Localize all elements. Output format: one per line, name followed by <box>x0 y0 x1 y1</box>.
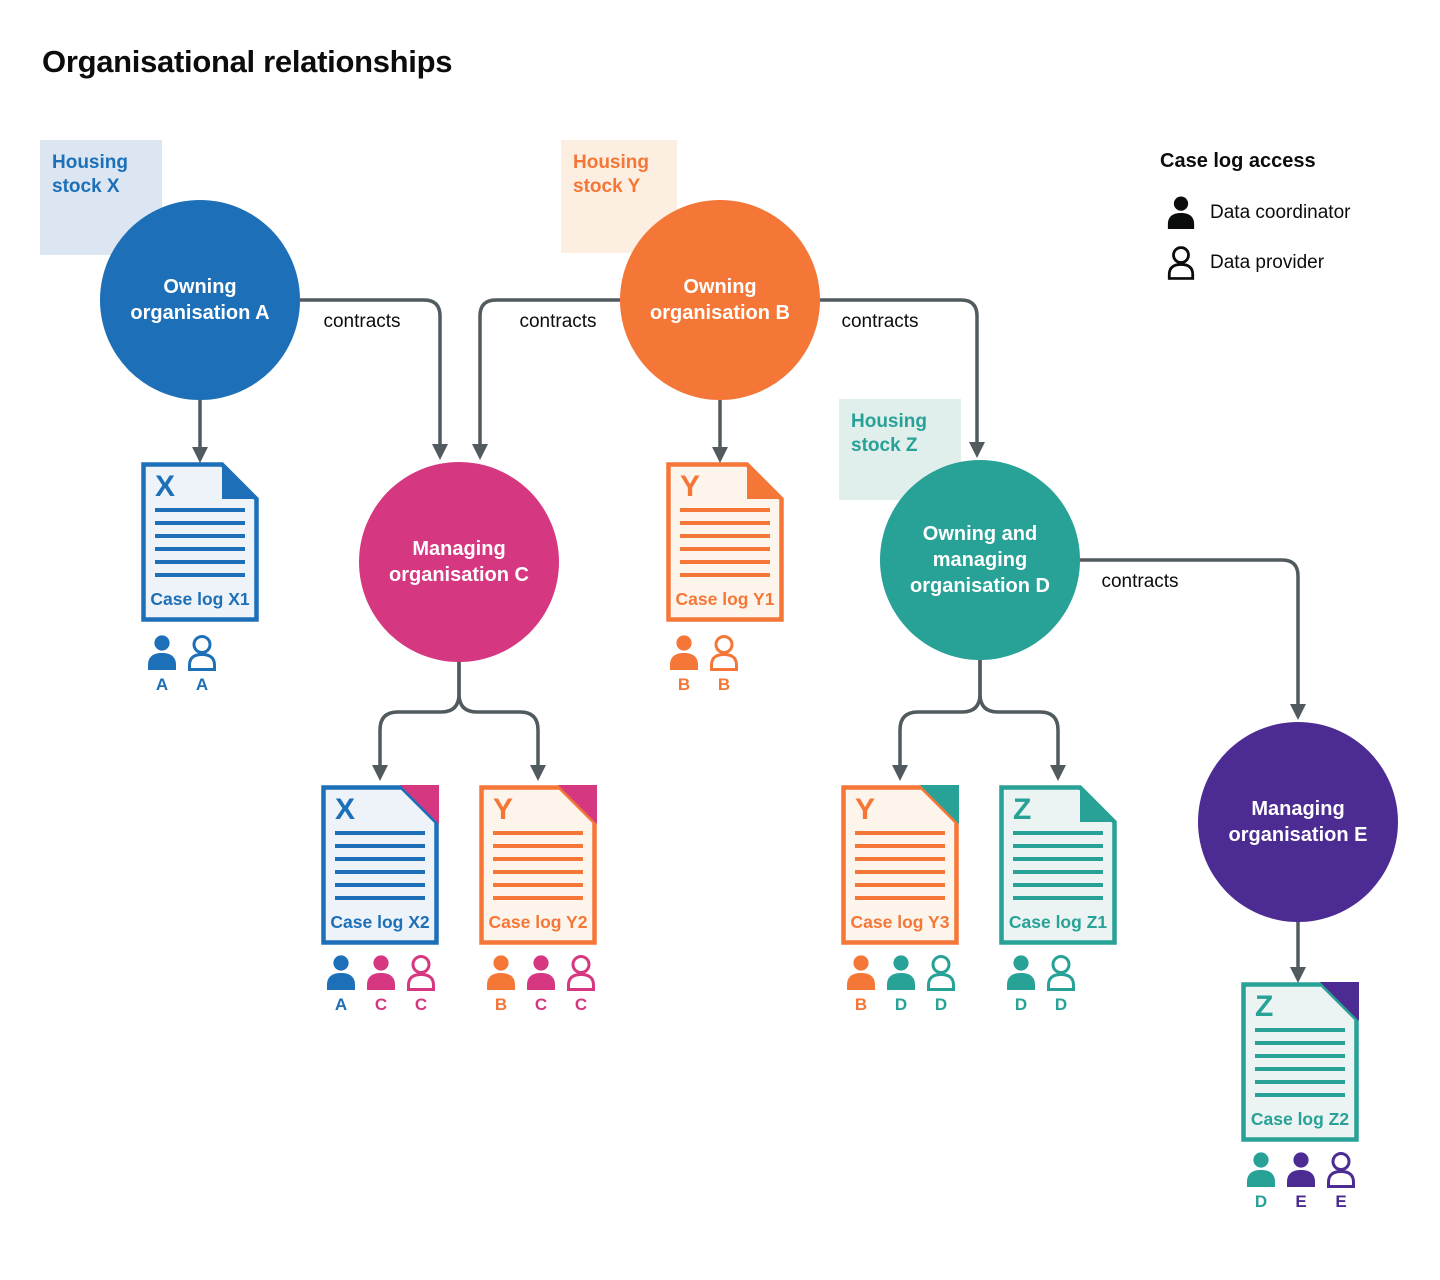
legend-title: Case log access <box>1160 150 1316 172</box>
legend-data-coordinator <box>1166 196 1350 230</box>
housing-stock-z-label: Housing stock Z <box>839 399 961 500</box>
access-org-letter: D <box>934 995 948 1014</box>
person-outline-icon <box>186 635 218 671</box>
housing-stock-y-label: Housing stock Y <box>561 140 677 253</box>
case-log-label: Case log X1 <box>150 589 250 609</box>
person-outline-icon <box>565 955 597 991</box>
case-log-label: Case log Y3 <box>850 912 950 932</box>
contracts-label-a-c: contracts <box>323 311 401 332</box>
access-provider <box>925 955 957 1015</box>
person-filled-icon <box>1285 1152 1317 1188</box>
person-filled-icon <box>146 635 178 671</box>
contracts-label-b-d: contracts <box>841 311 919 332</box>
person-outline-icon <box>1166 246 1196 280</box>
access-coordinator <box>885 955 917 1015</box>
housing-stock-x-label: Housing stock X <box>40 140 162 255</box>
case-log-z1 <box>999 785 1117 945</box>
access-org-letter: B <box>854 995 868 1014</box>
person-filled-icon <box>525 955 557 991</box>
person-outline-icon <box>925 955 957 991</box>
access-coordinator <box>485 955 517 1015</box>
case-log-letter: Z <box>1013 793 1032 826</box>
person-filled-icon <box>1166 196 1196 230</box>
case-log-letter: Y <box>493 793 514 826</box>
legend-data-provider <box>1166 246 1324 280</box>
access-org-letter: B <box>677 675 691 694</box>
access-coordinator <box>845 955 877 1015</box>
access-coordinator <box>668 635 700 695</box>
access-coordinator <box>365 955 397 1015</box>
access-org-letter: A <box>195 675 209 694</box>
access-provider <box>186 635 218 695</box>
person-filled-icon <box>365 955 397 991</box>
access-org-letter: B <box>494 995 508 1014</box>
person-outline-icon <box>1325 1152 1357 1188</box>
contracts-label-b-c: contracts <box>519 311 597 332</box>
case-log-z2-access <box>1245 1152 1357 1212</box>
case-log-letter: X <box>155 470 176 503</box>
case-log-label: Case log Y2 <box>488 912 588 932</box>
case-log-x2-access <box>325 955 437 1015</box>
case-log-letter: Z <box>1255 990 1274 1023</box>
case-log-label: Case log Z2 <box>1250 1109 1350 1129</box>
access-org-letter: D <box>894 995 908 1014</box>
access-coordinator <box>146 635 178 695</box>
case-log-letter: Y <box>680 470 701 503</box>
access-org-letter: D <box>1254 1192 1268 1211</box>
legend-label: Data coordinator <box>1210 202 1351 223</box>
person-filled-icon <box>485 955 517 991</box>
access-org-letter: C <box>374 995 388 1014</box>
legend-label: Data provider <box>1210 252 1325 273</box>
case-log-letter: Y <box>855 793 876 826</box>
case-log-y3 <box>841 785 959 945</box>
access-coordinator <box>1245 1152 1277 1212</box>
arrow-d-to-y3 <box>900 660 980 767</box>
access-org-letter: D <box>1014 995 1028 1014</box>
person-filled-icon <box>668 635 700 671</box>
case-log-y1 <box>666 462 784 622</box>
case-log-z2 <box>1241 982 1359 1142</box>
org-circle-a: Owning organisation A <box>100 200 300 400</box>
person-outline-icon <box>708 635 740 671</box>
contracts-label-d-e: contracts <box>1101 571 1179 592</box>
case-log-letter: X <box>335 793 356 826</box>
person-outline-icon <box>1045 955 1077 991</box>
access-coordinator <box>525 955 557 1015</box>
access-org-letter: C <box>534 995 548 1014</box>
access-org-letter: E <box>1295 1192 1307 1211</box>
person-outline-icon <box>405 955 437 991</box>
page-title: Organisational relationships <box>42 44 453 79</box>
access-org-letter: C <box>574 995 588 1014</box>
case-log-x1 <box>141 462 259 622</box>
org-circle-c: Managing organisation C <box>359 462 559 662</box>
case-log-y2-access <box>485 955 597 1015</box>
case-log-y2 <box>479 785 597 945</box>
access-provider <box>708 635 740 695</box>
access-org-letter: A <box>155 675 169 694</box>
access-org-letter: C <box>414 995 428 1014</box>
access-provider <box>405 955 437 1015</box>
case-log-z1-access <box>1005 955 1077 1015</box>
org-circle-d: Owning and managing organisation D <box>880 460 1080 660</box>
access-coordinator <box>1285 1152 1317 1212</box>
case-log-label: Case log X2 <box>330 912 430 932</box>
person-filled-icon <box>1005 955 1037 991</box>
person-filled-icon <box>885 955 917 991</box>
access-coordinator <box>325 955 357 1015</box>
access-provider <box>565 955 597 1015</box>
access-provider <box>1045 955 1077 1015</box>
case-log-label: Case log Z1 <box>1008 912 1108 932</box>
access-org-letter: A <box>334 995 348 1014</box>
case-log-x2 <box>321 785 439 945</box>
person-filled-icon <box>1245 1152 1277 1188</box>
case-log-y1-access <box>668 635 740 695</box>
access-org-letter: D <box>1054 995 1068 1014</box>
case-log-label: Case log Y1 <box>675 589 775 609</box>
access-provider <box>1325 1152 1357 1212</box>
arrow-c-to-y2 <box>459 661 538 767</box>
case-log-x1-access <box>146 635 218 695</box>
case-log-y3-access <box>845 955 957 1015</box>
org-circle-e: Managing organisation E <box>1198 722 1398 922</box>
org-circle-b: Owning organisation B <box>620 200 820 400</box>
person-filled-icon <box>325 955 357 991</box>
access-org-letter: E <box>1335 1192 1347 1211</box>
access-org-letter: B <box>717 675 731 694</box>
arrow-c-to-x2 <box>380 661 459 767</box>
person-filled-icon <box>845 955 877 991</box>
access-coordinator <box>1005 955 1037 1015</box>
arrow-d-to-z1 <box>980 660 1058 767</box>
